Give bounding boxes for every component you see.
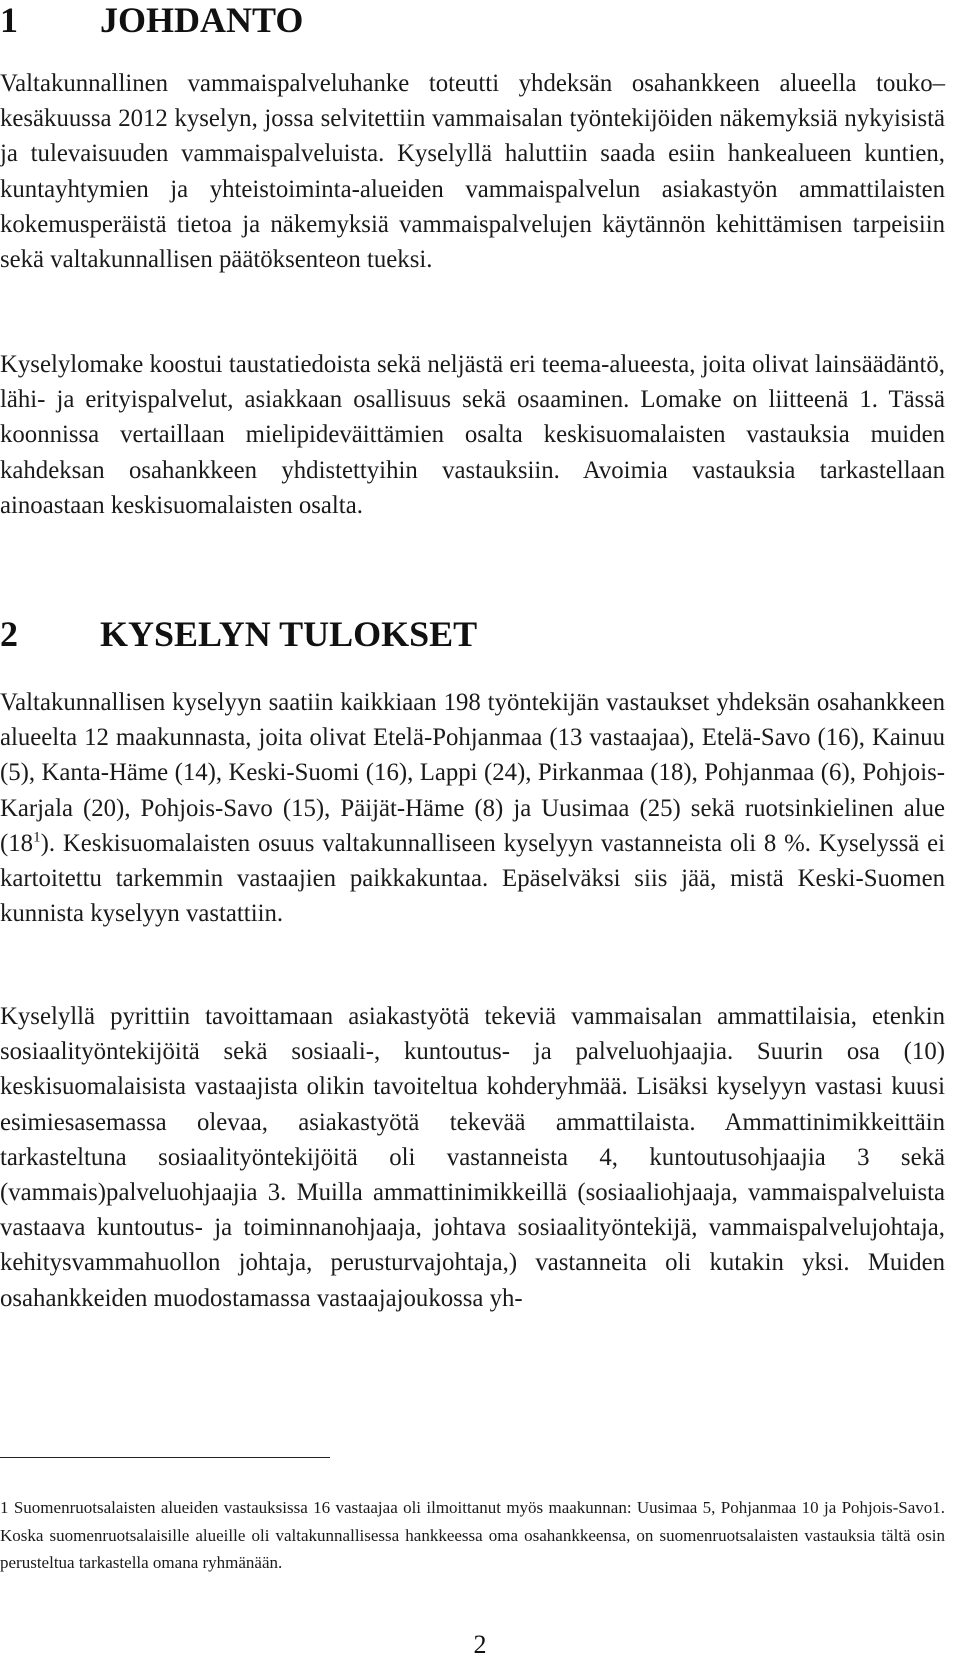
footnote-divider — [0, 1457, 330, 1458]
footnote-text: Suomenruotsalaisten alueiden vastauksissa 16 vastaajaa oli ilmoittanut myös maakunnan: Uusimaa 5, Pohjanmaa 10 ja Pohjois-Savo1. Koska suomenruotsalaisille alueille oli valtakunnallisessa hankkeessa oma osahankkeensa, on suomenruotsalaisten vastauksia tältä osin perusteltua tarkastella omana ryhmänään. — [0, 1498, 946, 1572]
results-paragraph-2: Kyselyllä pyrittiin tavoittamaan asiakastyötä tekeviä vammaisalan ammattilaisia, etenkin sosiaalityöntekijöitä sekä sosiaali-, kuntoutus- ja palveluohjaajia. Suurin osa (10) keskisuomalaisista vastaajista olikin tavoiteltua kohderyhmää. Lisäksi kyselyyn vastasi kuusi esimiesasemassa olevaa, asiakastyötä tekevää ammattilaista. Ammattinimikkeittäin tarkasteltuna sosiaalityöntekijöitä oli vastanneista 4, kuntoutusohjaajia 3 sekä (vammais)palveluohjaajia 3. Muilla ammattinimikkeillä (sosiaaliohjaaja, vammaispalveluista vastaava kuntoutus- ja toiminnanohjaaja, johtava sosiaalityöntekijä, vammaispalvelujohtaja, kehitysvammahuollon johtaja, perusturvajohtaja,) vastanneita oli kutakin yksi. Muiden osahankkeiden muodostamassa vastaajajoukossa yh- — [0, 1003, 945, 1312]
section-heading-kyselyn-tulokset — [0, 614, 960, 654]
section-number: 1 — [0, 0, 18, 40]
footnote-marker: 1 — [0, 1498, 9, 1517]
section-title: JOHDANTO — [100, 0, 304, 40]
section-number: 2 — [0, 614, 18, 654]
section-title: KYSELYN TULOKSET — [100, 614, 478, 654]
results-paragraph-1-continuation: ). Keskisuomalaisten osuus valtakunnalliseen kyselyyn vastanneista oli 8 %. Kyselyssä ei kartoitettu tarkemmin vastaajien paikkakuntaa. Epäselväksi siis jää, mistä Keski-Suomen kunnista kyselyyn vastattiin. — [0, 829, 945, 928]
results-paragraph-1-text: Valtakunnallisen kyselyyn saatiin kaikkiaan 198 työntekijän vastaukset yhdeksän osahankkeen alueelta 12 maakunnasta, joita olivat Etelä-Pohjanmaa (13 vastaajaa), Etelä-Savo (16), Kainuu (5), Kanta-Häme (14), Keski-Suomi (16), Lappi (24), Pirkanmaa (18), Pohjanmaa (6), Pohjois-Karjala (20), Pohjois-Savo (15), Päijät-Häme (8) ja Uusimaa (25) sekä ruotsinkielinen alue (18 — [0, 689, 945, 857]
intro-paragraph-1: Valtakunnallinen vammaispalveluhanke toteutti yhdeksän osahankkeen alueella touko–kesäkuussa 2012 kyselyn, jossa selvitettiin vammaisalan työntekijöiden näkemyksiä nykyisistä ja tulevaisuuden vammaispalveluista. Kyselyllä haluttiin saada esiin hankealueen kuntien, kuntayhtymien ja yhteistoiminta-alueiden vammaispalvelun asiakastyön ammattilaisten kokemusperäistä tietoa ja näkemyksiä vammaispalvelujen käytännön kehittämisen tarpeisiin sekä valtakunnallisen päätöksenteon tueksi. — [0, 70, 945, 274]
page-number: 2 — [473, 1630, 487, 1659]
section-heading-johdanto — [0, 0, 960, 40]
footnote — [0, 1494, 945, 1577]
intro-paragraph-2: Kyselylomake koostui taustatiedoista sekä neljästä eri teema-alueesta, joita olivat lainsäädäntö, lähi- ja erityispalvelut, asiakkaan osallisuus sekä osaaminen. Lomake on liitteenä 1. Tässä koonnissa vertaillaan mielipideväittämien osalta keskisuomalaisten vastauksia muiden kahdeksan osahankkeen yhdistettyihin vastauksiin. Avoimia vastauksia tarkastellaan ainoastaan keskisuomalaisten osalta. — [0, 351, 945, 519]
footnote-reference: 1 — [33, 829, 41, 846]
results-paragraph-1 — [0, 685, 945, 931]
